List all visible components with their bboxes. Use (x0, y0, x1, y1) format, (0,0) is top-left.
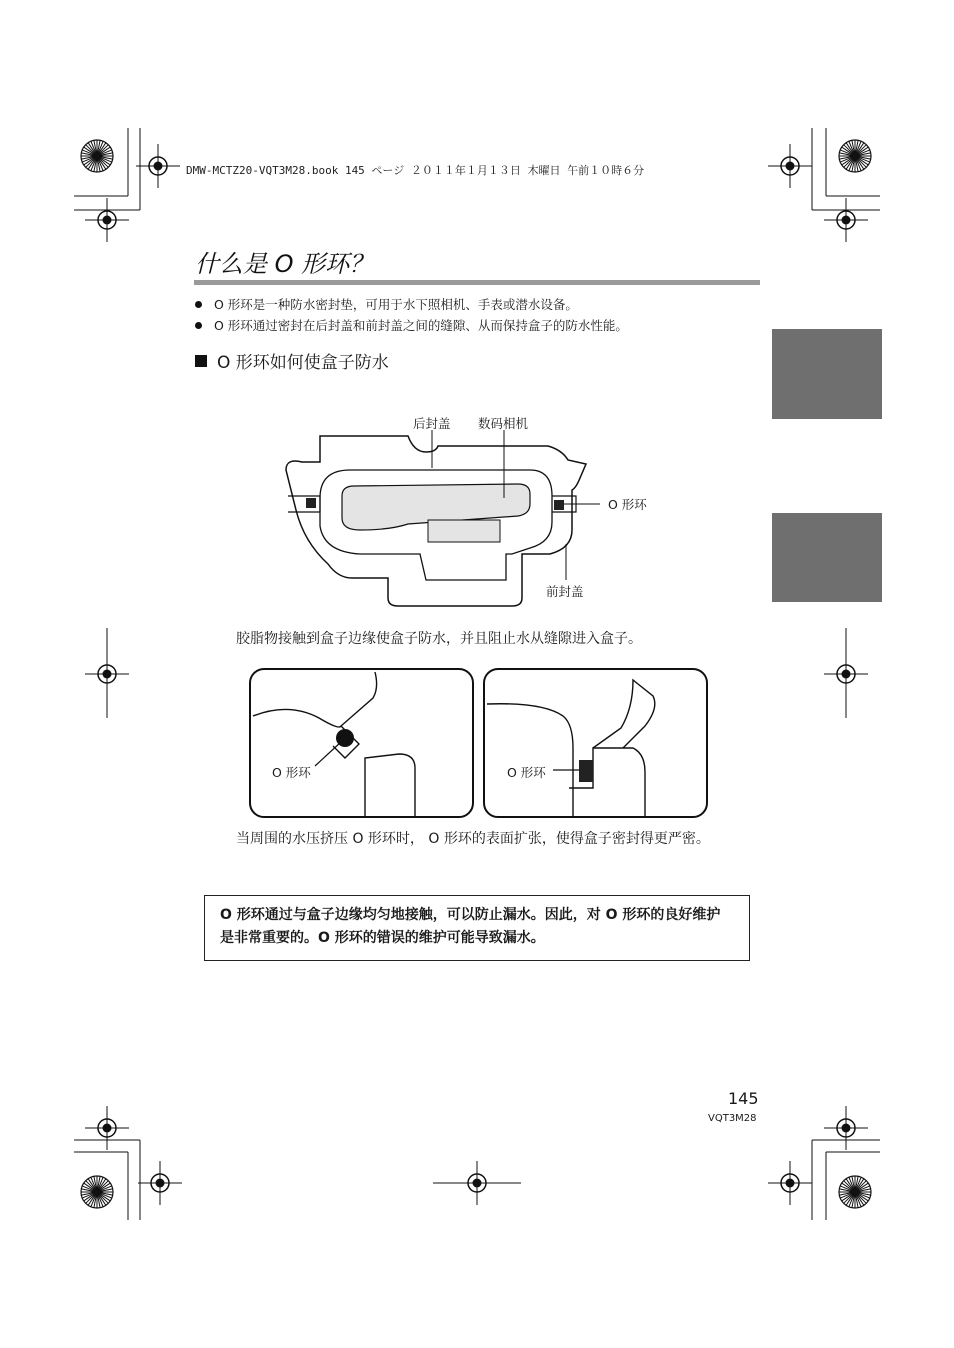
bullet-item: O 形环是一种防水密封垫，可用于水下照相机、手表或潜水设备。 (195, 295, 578, 313)
subheading: O 形环如何使盒子防水 (195, 348, 389, 373)
starburst-mark-top-left (81, 140, 113, 172)
file-header-info: DMW-MCTZ20-VQT3M28.book 145 ページ ２０１１年１月１３日 木曜日 午前１０時６分 (186, 164, 645, 177)
label-front-cover: 前封盖 (546, 584, 584, 599)
label-oring-right: O 形环 (507, 765, 546, 780)
label-rear-cover: 后封盖 (413, 416, 451, 431)
oring-detail-left (249, 668, 474, 818)
starburst-mark-bottom-left (81, 1176, 113, 1208)
page-number: 145 (728, 1089, 759, 1108)
crosshair-mark (824, 1106, 868, 1150)
label-oring-left: O 形环 (272, 765, 311, 780)
starburst-mark-bottom-right (839, 1176, 871, 1208)
caption-text: 胶脂物接触到盒子边缘使盒子防水，并且阻止水从缝隙进入盒子。 (236, 631, 642, 647)
crosshair-mark (136, 144, 180, 188)
starburst-mark-top-right (839, 140, 871, 172)
bullet-icon (195, 301, 202, 308)
crosshair-mark (824, 198, 868, 242)
page-title: 什么是 O 形环？ (195, 250, 374, 278)
label-oring: O 形环 (608, 497, 647, 512)
crosshair-mark (138, 1161, 182, 1205)
notice-box: O 形环通过与盒子边缘均匀地接触，可以防止漏水。因此，对 O 形环的良好维护是非常重要的。O 形环的错误的维护可能导致漏水。 (204, 895, 750, 961)
bullet-item: O 形环通过密封在后封盖和前封盖之间的缝隙、从而保持盒子的防水性能。 (195, 316, 628, 334)
crosshair-mark (768, 1161, 812, 1205)
document-code: VQT3M28 (708, 1113, 757, 1124)
section-tab (772, 329, 882, 419)
square-bullet-icon (195, 355, 207, 367)
crosshair-mark (85, 1106, 129, 1150)
label-camera: 数码相机 (478, 416, 529, 431)
caption-text-2: 当周围的水压挤压 O 形环时， O 形环的表面扩张，使得盒子密封得更严密。 (236, 831, 710, 847)
section-tab (772, 513, 882, 602)
crosshair-mark (768, 144, 812, 188)
title-divider (194, 280, 760, 285)
crosshair-mark (85, 198, 129, 242)
oring-detail-right (483, 668, 708, 818)
bullet-icon (195, 322, 202, 329)
